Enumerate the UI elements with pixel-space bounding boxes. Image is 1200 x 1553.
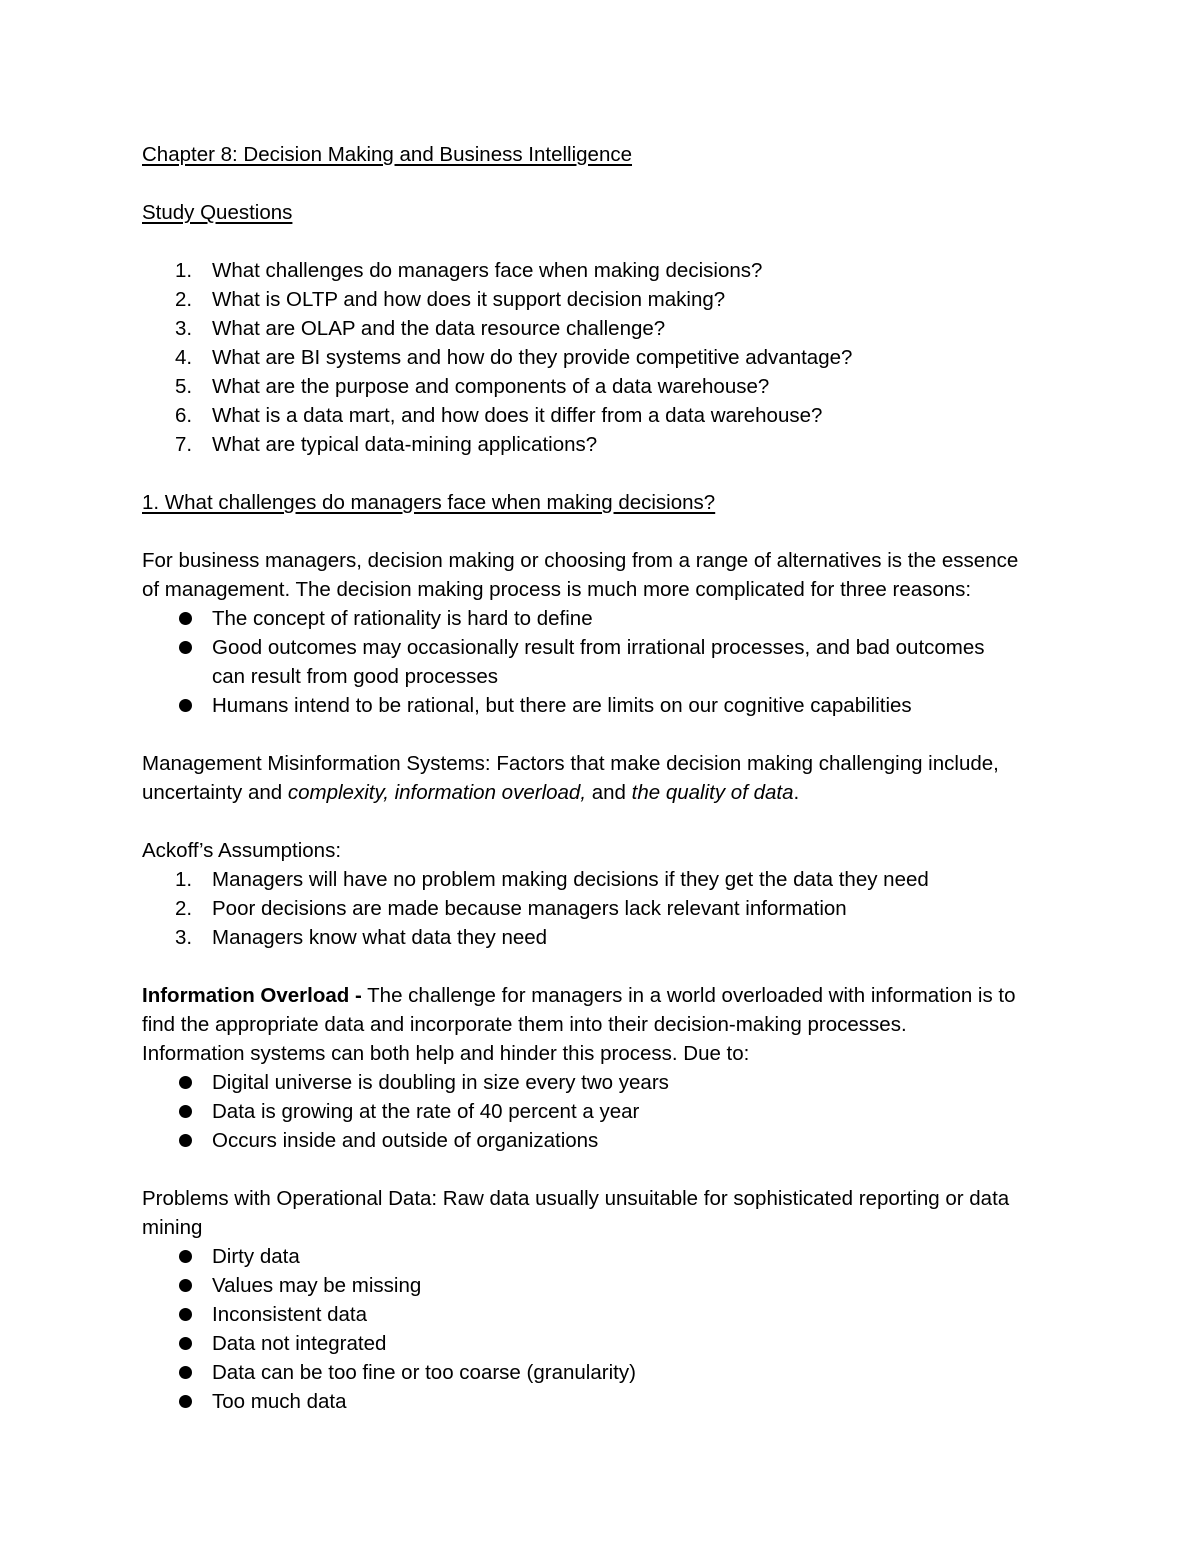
- item-text: What is a data mart, and how does it differ from a data warehouse?: [212, 404, 823, 427]
- list-item: [142, 285, 1082, 314]
- item-text: The concept of rationality is hard to define: [212, 607, 593, 630]
- item-text: Too much data: [212, 1390, 347, 1413]
- list-item: [142, 1358, 1082, 1387]
- item-number: 6.: [175, 404, 193, 427]
- text-run: uncertainty and: [142, 781, 288, 804]
- item-text: Managers will have no problem making decisions if they get the data they need: [212, 868, 929, 891]
- bullet-icon: [179, 641, 192, 654]
- item-text: Poor decisions are made because managers lack relevant information: [212, 897, 847, 920]
- item-text: Data is growing at the rate of 40 percent a year: [212, 1100, 640, 1123]
- item-number: 1.: [175, 868, 193, 891]
- list-item: [142, 1126, 1082, 1155]
- bullet-icon: [179, 612, 192, 625]
- list-item: [142, 1300, 1082, 1329]
- reasons-list: [142, 604, 1082, 720]
- bullet-icon: [179, 699, 192, 712]
- item-text: Data can be too fine or too coarse (granularity): [212, 1361, 636, 1384]
- paragraph-line: of management. The decision making process is much more complicated for three reasons:: [142, 578, 972, 601]
- paragraph-line: [142, 981, 1082, 1010]
- list-item: [142, 343, 1082, 372]
- bullet-icon: [179, 1308, 192, 1321]
- list-item: [142, 314, 1082, 343]
- item-text: Inconsistent data: [212, 1303, 367, 1326]
- item-number: 7.: [175, 433, 193, 456]
- item-number: 4.: [175, 346, 193, 369]
- item-number: 5.: [175, 375, 193, 398]
- list-item: [142, 633, 1012, 691]
- list-item: [142, 1097, 1082, 1126]
- list-item: [142, 401, 1082, 430]
- list-item: [142, 1271, 1082, 1300]
- text-run: .: [793, 781, 800, 804]
- bullet-icon: [179, 1366, 192, 1379]
- item-text: What are the purpose and components of a data warehouse?: [212, 375, 770, 398]
- ackoff-list: [142, 865, 1082, 952]
- list-item: [142, 1387, 1082, 1416]
- overload-list: [142, 1068, 1082, 1155]
- italic-run: complexity, information overload,: [287, 781, 587, 804]
- item-text: Managers know what data they need: [212, 926, 548, 949]
- study-questions-heading: Study Questions: [142, 201, 293, 224]
- paragraph-line: [142, 778, 1082, 807]
- bullet-icon: [179, 1250, 192, 1263]
- list-item: [142, 372, 1082, 401]
- paragraph-line: find the appropriate data and incorporate them into their decision-making processes.: [142, 1013, 907, 1036]
- item-text: What are BI systems and how do they provide competitive advantage?: [212, 346, 853, 369]
- italic-run: the quality of data: [631, 781, 794, 804]
- item-text: What are typical data-mining applications?: [212, 433, 598, 456]
- item-text: Dirty data: [212, 1245, 300, 1268]
- item-text: Values may be missing: [212, 1274, 422, 1297]
- section-heading: 1. What challenges do managers face when making decisions?: [142, 491, 716, 514]
- list-item: [142, 923, 1082, 952]
- bullet-icon: [179, 1134, 192, 1147]
- item-text: What are OLAP and the data resource challenge?: [212, 317, 666, 340]
- list-item: [142, 894, 1082, 923]
- list-item: [142, 1068, 1082, 1097]
- item-text: Digital universe is doubling in size every two years: [212, 1071, 669, 1094]
- paragraph-line: Information systems can both help and hinder this process. Due to:: [142, 1042, 750, 1065]
- paragraph-line: Problems with Operational Data: Raw data usually unsuitable for sophisticated reporting or data: [142, 1187, 1010, 1210]
- item-text: What is OLTP and how does it support decision making?: [212, 288, 726, 311]
- item-text: Humans intend to be rational, but there are limits on our cognitive capabilities: [212, 694, 912, 717]
- bullet-icon: [179, 1395, 192, 1408]
- list-item: [142, 691, 1082, 720]
- bullet-icon: [179, 1279, 192, 1292]
- list-item: [142, 1242, 1082, 1271]
- text-run: The challenge for managers in a world overloaded with information is to: [361, 984, 1016, 1007]
- item-text: Good outcomes may occasionally result from irrational processes, and bad outcomes can result from good processes: [212, 636, 985, 688]
- bullet-icon: [179, 1076, 192, 1089]
- ackoff-heading: Ackoff’s Assumptions:: [142, 839, 342, 862]
- list-item: [142, 256, 1082, 285]
- item-number: 1.: [175, 259, 193, 282]
- paragraph-line: mining: [142, 1216, 203, 1239]
- bold-term: Information Overload -: [142, 984, 362, 1007]
- list-item: [142, 865, 1082, 894]
- list-item: [142, 604, 1082, 633]
- document-page: [142, 140, 1082, 1416]
- item-number: 2.: [175, 897, 193, 920]
- item-text: What challenges do managers face when making decisions?: [212, 259, 763, 282]
- operational-list: [142, 1242, 1082, 1416]
- list-item: [142, 1329, 1082, 1358]
- list-item: [142, 430, 1082, 459]
- study-questions-list: [142, 256, 1082, 459]
- item-number: 2.: [175, 288, 193, 311]
- page-title: Chapter 8: Decision Making and Business Intelligence: [142, 143, 632, 166]
- text-run: and: [586, 781, 632, 804]
- item-number: 3.: [175, 926, 193, 949]
- bullet-icon: [179, 1337, 192, 1350]
- paragraph-line: Management Misinformation Systems: Factors that make decision making challenging include,: [142, 752, 999, 775]
- item-text: Data not integrated: [212, 1332, 387, 1355]
- item-number: 3.: [175, 317, 193, 340]
- paragraph-line: For business managers, decision making or choosing from a range of alternatives is the essence: [142, 549, 1019, 572]
- item-text: Occurs inside and outside of organizations: [212, 1129, 599, 1152]
- bullet-icon: [179, 1105, 192, 1118]
